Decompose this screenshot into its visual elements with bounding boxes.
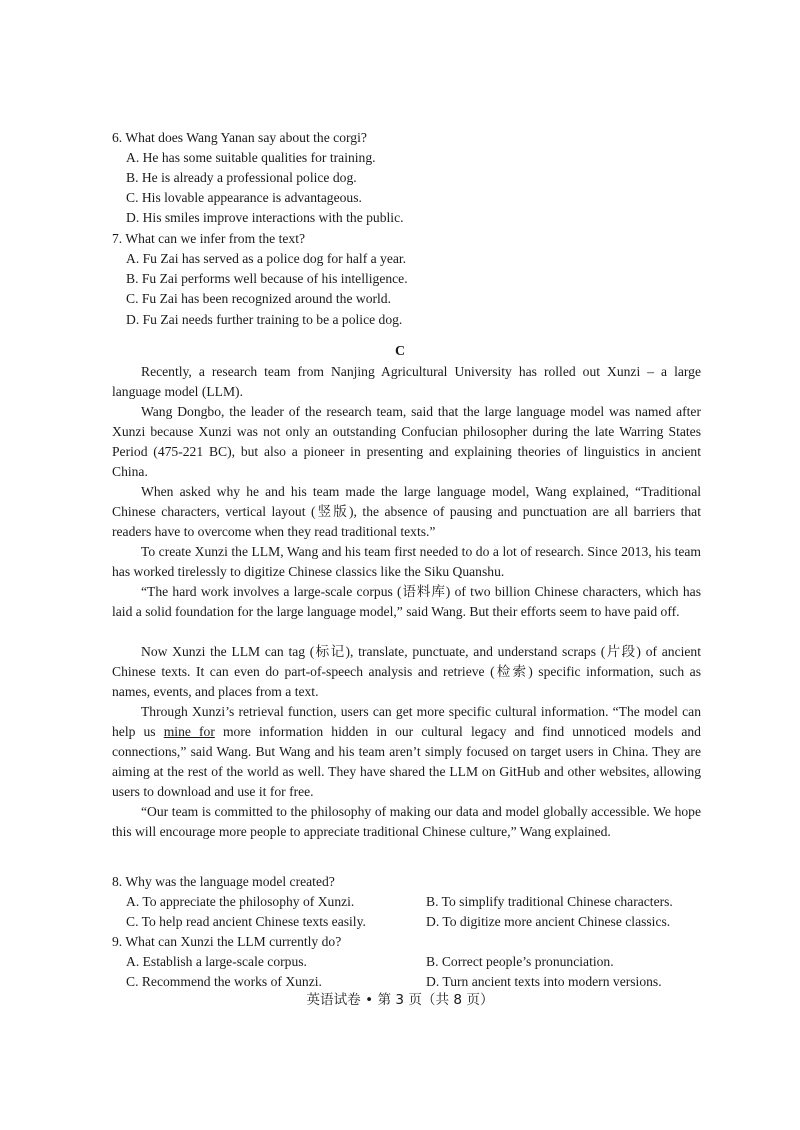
passage-paragraph-7: [112, 702, 701, 802]
underlined-phrase: mine for: [163, 724, 215, 739]
q7-option-a: A. Fu Zai has served as a police dog for half a year.: [126, 251, 407, 266]
question-7: 7. What can we infer from the text?: [112, 231, 306, 246]
q9-option-a: A. Establish a large-scale corpus.: [126, 954, 307, 969]
q9-option-c: C. Recommend the works of Xunzi.: [126, 974, 322, 989]
passage-paragraph-5: “The hard work involves a large-scale corpus (语料库) of two billion Chinese characters, which has laid a solid foundation for the large language model,” said Wang. But their efforts seem to have paid off.: [112, 584, 701, 619]
q9-option-b: B. Correct people’s pronunciation.: [426, 954, 614, 969]
paragraph-7-text-end: more information hidden in our cultural legacy and find unnoticed models and connections,” said Wang. But Wang and his team aren’t simply focused on target users in China. They are aiming at the rest of the world as well. They have shared the LLM on GitHub and other websites, allowing users to download and use it for free.: [112, 724, 701, 799]
paragraph-7-text-start: Through Xunzi’s retrieval function, users can get more specific cultural information. “The model can help us: [112, 704, 701, 739]
passage-paragraph-6: Now Xunzi the LLM can tag (标记), translate, punctuate, and understand scraps (片段) of ancient Chinese texts. It can even do part-of-speech analysis and retrieve (检索) specific information, such as names, events, and places from a text.: [112, 644, 701, 699]
q8-option-a: A. To appreciate the philosophy of Xunzi.: [126, 894, 355, 909]
passage-paragraph-4: To create Xunzi the LLM, Wang and his team first needed to do a lot of research. Since 2013, his team has worked tirelessly to digitize Chinese classics like the Siku Quanshu.: [112, 544, 701, 579]
q6-option-b: B. He is already a professional police dog.: [126, 170, 357, 185]
question-8: 8. Why was the language model created?: [112, 874, 335, 889]
page-footer: 英语试卷 • 第 3 页（共 8 页）: [306, 992, 494, 1008]
passage-paragraph-1: Recently, a research team from Nanjing Agricultural University has rolled out Xunzi – a large language model (LLM).: [112, 364, 701, 399]
q6-option-a: A. He has some suitable qualities for training.: [126, 150, 376, 165]
question-6: 6. What does Wang Yanan say about the corgi?: [112, 130, 367, 145]
q7-option-c: C. Fu Zai has been recognized around the world.: [126, 291, 391, 306]
q6-option-c: C. His lovable appearance is advantageous.: [126, 190, 362, 205]
q7-option-b: B. Fu Zai performs well because of his intelligence.: [126, 271, 408, 286]
passage-paragraph-3: When asked why he and his team made the large language model, Wang explained, “Traditional Chinese characters, vertical layout (竖版), the absence of pausing and punctuation are all barriers that readers have to overcome when they read traditional texts.”: [112, 484, 701, 539]
passage-paragraph-8: “Our team is committed to the philosophy of making our data and model globally accessible. We hope this will encourage more people to appreciate traditional Chinese culture,” Wang explained.: [112, 804, 701, 839]
q8-option-c: C. To help read ancient Chinese texts easily.: [126, 914, 366, 929]
q8-option-d: D. To digitize more ancient Chinese classics.: [426, 914, 671, 929]
section-c-title: C: [394, 344, 406, 359]
q6-option-d: D. His smiles improve interactions with the public.: [126, 210, 404, 225]
q9-option-d: D. Turn ancient texts into modern versions.: [426, 974, 662, 989]
q8-option-b: B. To simplify traditional Chinese characters.: [426, 894, 673, 909]
question-9: 9. What can Xunzi the LLM currently do?: [112, 934, 342, 949]
passage-paragraph-2: Wang Dongbo, the leader of the research team, said that the large language model was named after Xunzi because Xunzi was not only an outstanding Confucian philosopher during the late Warring States Period (475-221 BC), but also a pioneer in presenting and explaining theories of linguistics in ancient China.: [112, 404, 701, 479]
q7-option-d: D. Fu Zai needs further training to be a police dog.: [126, 312, 403, 327]
